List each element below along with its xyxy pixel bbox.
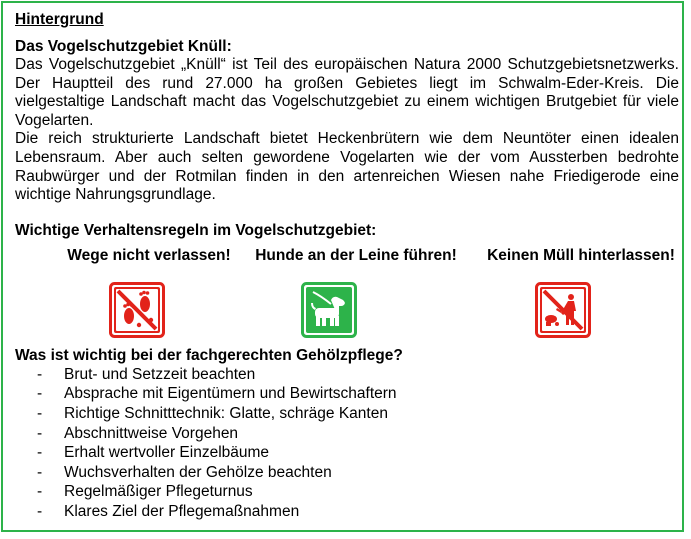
bird-reserve-title: Das Vogelschutzgebiet Knüll: <box>15 38 232 55</box>
bullet-dash: - <box>37 463 43 481</box>
rule-label: Keinen Müll hinterlassen! <box>487 246 675 264</box>
list-item <box>15 463 679 483</box>
rule-dogs-on-leash <box>249 246 463 265</box>
list-item <box>15 502 679 522</box>
list-item <box>15 482 679 502</box>
list-item <box>15 365 679 385</box>
no-littering-icon <box>535 282 591 338</box>
bullet-dash: - <box>37 404 43 422</box>
bullet-dash: - <box>37 444 43 462</box>
bullet-dash: - <box>37 502 43 520</box>
info-panel <box>1 1 684 532</box>
rule-label: Wege nicht verlassen! <box>67 246 231 264</box>
list-item <box>15 404 679 424</box>
bullet-dash: - <box>37 483 43 501</box>
rule-label: Hunde an der Leine führen! <box>255 246 457 264</box>
care-list <box>15 365 679 522</box>
list-item-text: Absprache mit Eigentümern und Bewirtschaftern <box>64 385 397 403</box>
bullet-dash: - <box>37 424 43 442</box>
list-item <box>15 443 679 463</box>
list-item-text: Erhalt wertvoller Einzelbäume <box>64 444 270 462</box>
list-item-text: Abschnittweise Vorgehen <box>64 424 239 442</box>
section-heading: Hintergrund <box>15 11 104 28</box>
rules-row <box>15 246 679 346</box>
rules-title: Wichtige Verhaltensregeln im Vogelschutzgebiet: <box>15 221 377 239</box>
bullet-dash: - <box>37 365 43 383</box>
bird-reserve-paragraph-1: Das Vogelschutzgebiet „Knüll“ ist Teil des europäischen Natura 2000 Schutzgebietsnetzwerks. Der Hauptteil des rund 27.000 ha großen Gebietes liegt im Schwalm-Eder-Kreis. Die vielgestaltige Landschaft macht das Vogelschutzgebiet zu einem wichtigen Brutgebiet für viele Vogelarten. <box>15 56 679 129</box>
bullet-dash: - <box>37 385 43 403</box>
list-item-text: Richtige Schnitttechnik: Glatte, schräge Kanten <box>64 404 388 422</box>
rule-stay-on-paths <box>49 246 249 265</box>
list-item <box>15 384 679 404</box>
care-title: Was ist wichtig bei der fachgerechten Gehölzpflege? <box>15 346 403 364</box>
bird-reserve-paragraph-2: Die reich strukturierte Landschaft bietet Heckenbrütern wie dem Neuntöter einen idealen Lebensraum. Aber auch selten gewordene Vogelarten wie der vom Aussterben bedrohte Raubwürger und der Rotmilan finden in den artenreichen Wiesen nahe Friedigerode eine wichtige Nahrungsgrundlage. <box>15 130 679 204</box>
dog-on-leash-icon <box>301 282 357 338</box>
list-item-text: Brut- und Setzzeit beachten <box>64 365 256 383</box>
no-trampling-icon <box>109 282 165 338</box>
list-item-text: Klares Ziel der Pflegemaßnahmen <box>64 502 300 520</box>
list-item-text: Wuchsverhalten der Gehölze beachten <box>64 463 332 481</box>
rule-no-litter <box>481 246 681 265</box>
list-item <box>15 424 679 444</box>
panel-content <box>15 10 679 522</box>
list-item-text: Regelmäßiger Pflegeturnus <box>64 483 253 501</box>
